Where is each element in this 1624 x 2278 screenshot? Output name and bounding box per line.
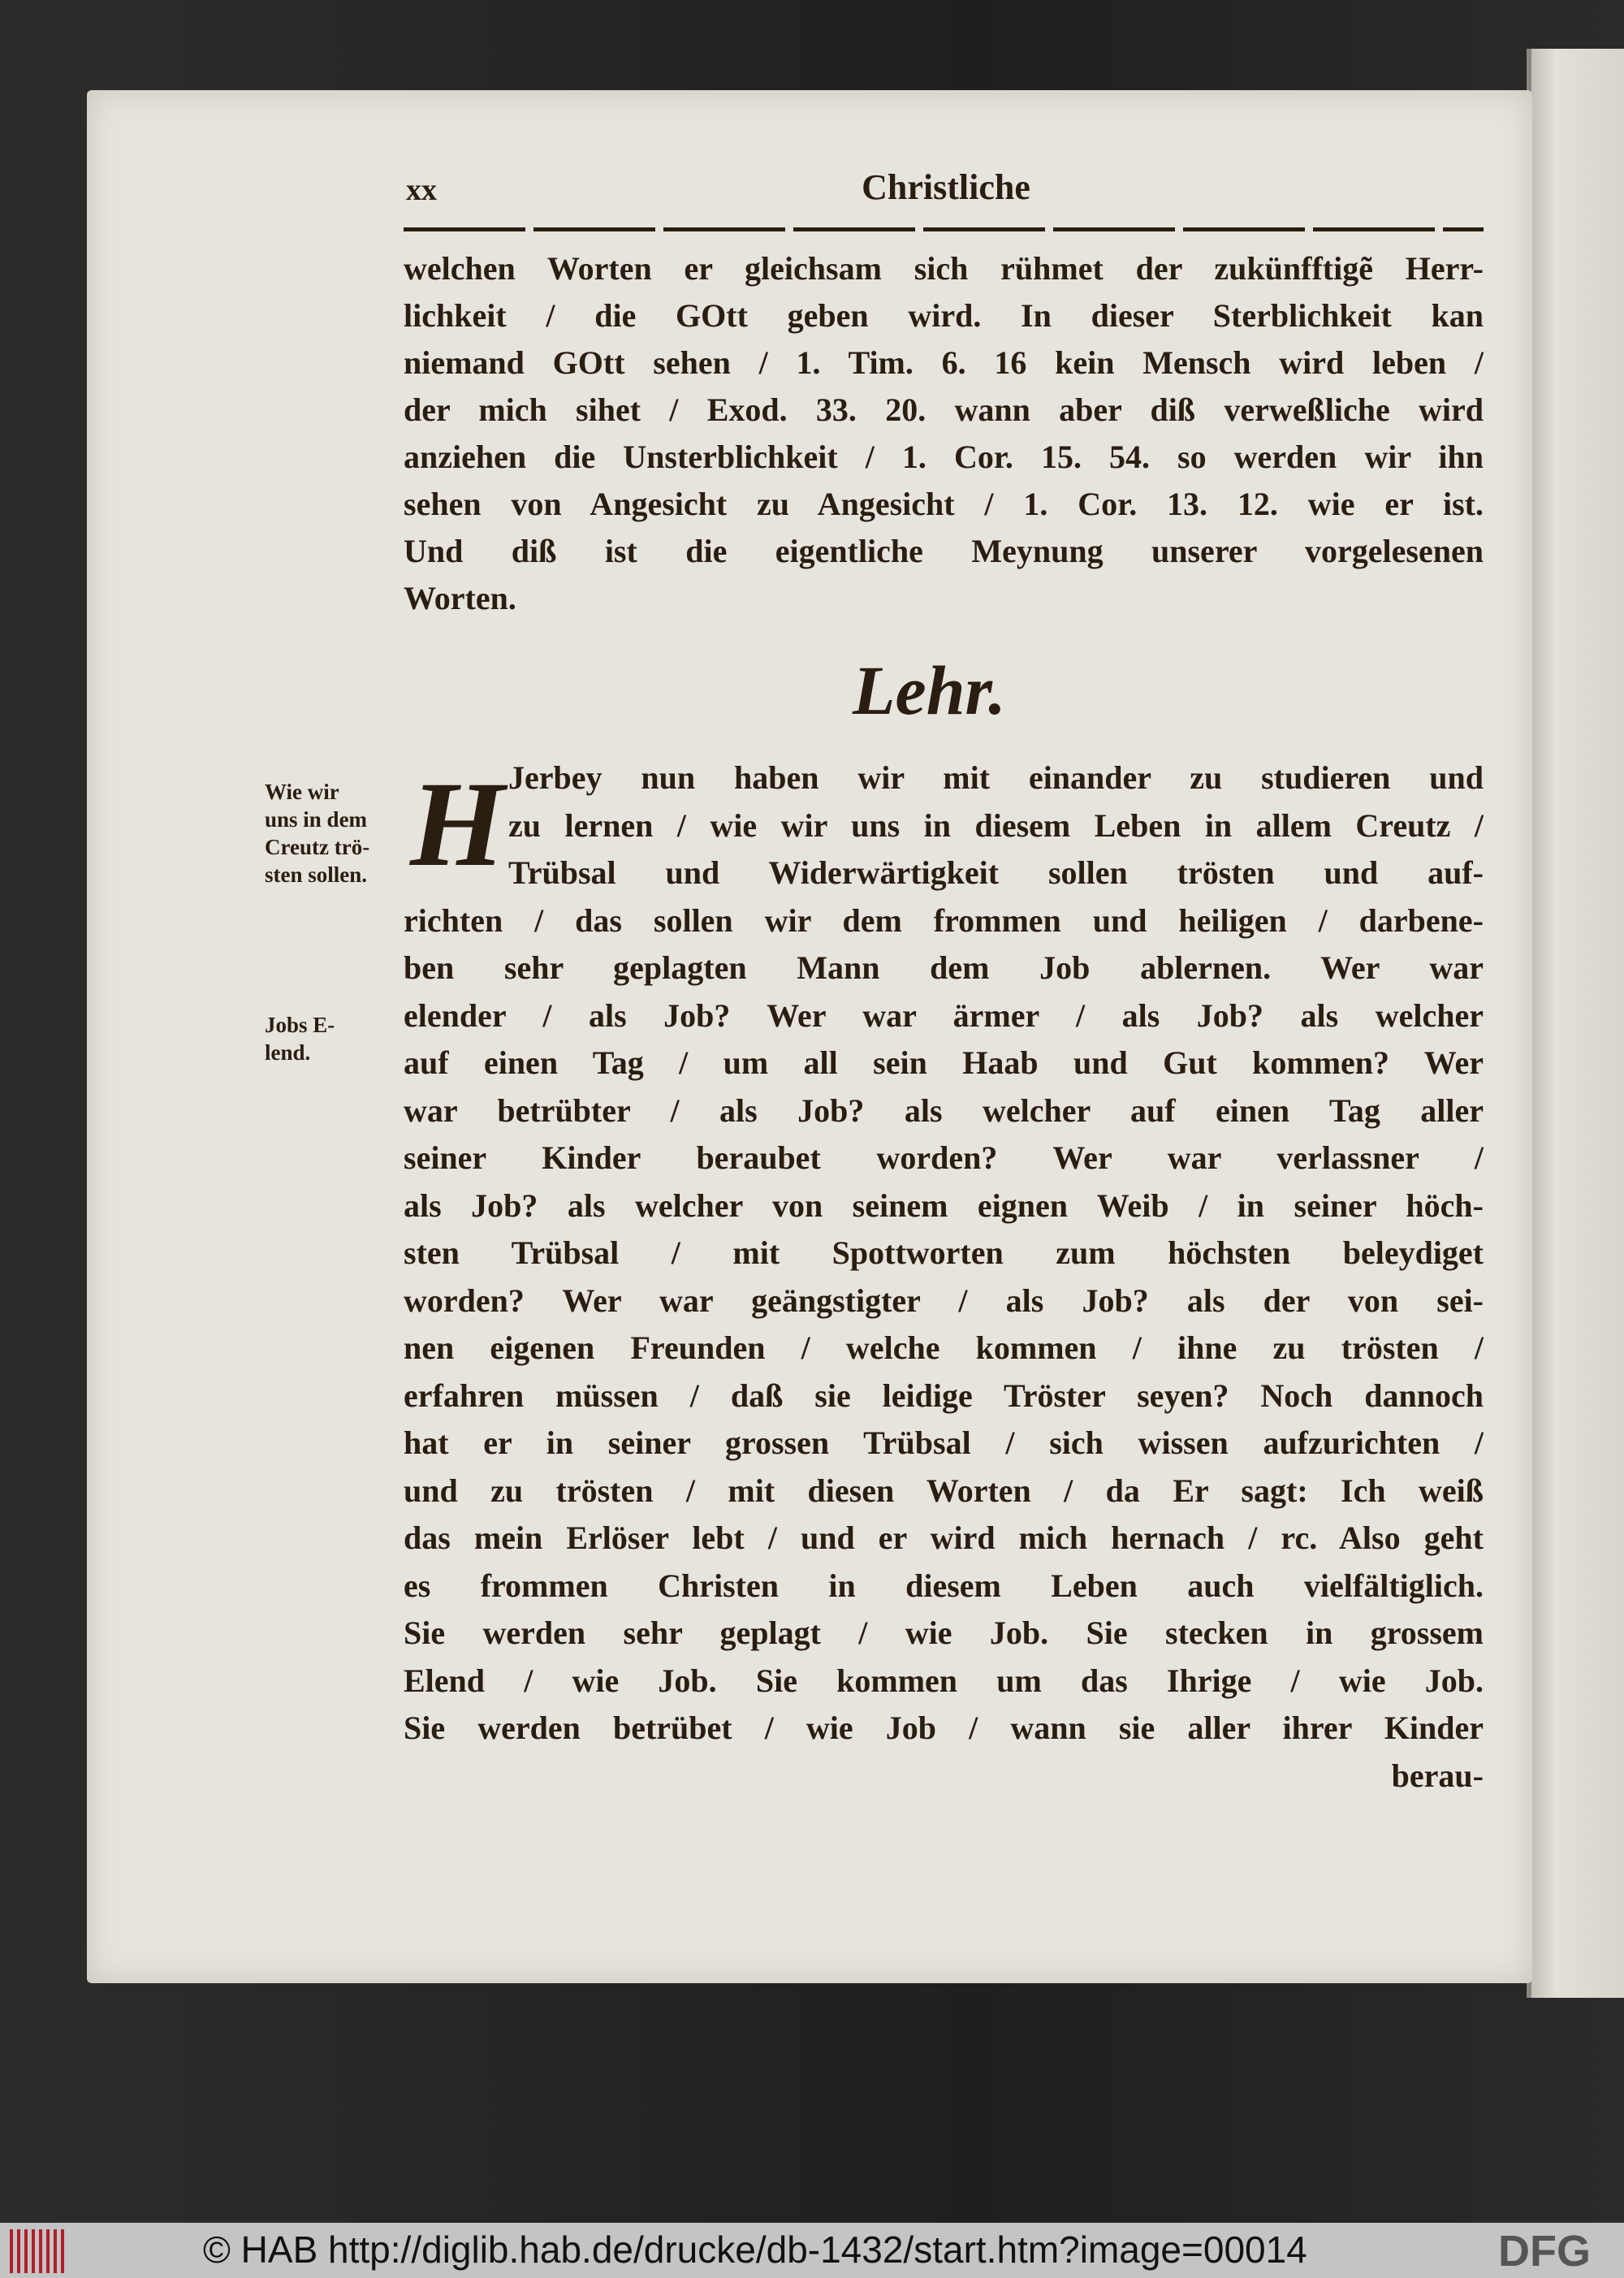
text-line: lichkeit / die GOtt geben wird. In dieser Sterblichkeit kan [404,297,1484,334]
text-line: welchen Worten er gleichsam sich rühmet der zukünfftigẽ Herr- [404,250,1484,287]
text-line: es frommen Christen in diesem Leben auch vielfältiglich. [404,1567,1484,1604]
text-line: Elend / wie Job. Sie kommen um das Ihrige / wie Job. [404,1662,1484,1699]
text-line: war betrübter / als Job? als welcher auf einen Tag aller [404,1091,1484,1129]
margin-note-line: lend. [265,1040,311,1065]
text-line: und zu trösten / mit diesen Worten / da Er sagt: Ich weiß [404,1472,1484,1509]
text-line: seiner Kinder beraubet worden? Wer war verlassner / [404,1139,1484,1176]
text-line: hat er in seiner grossen Trübsal / sich wissen aufzurichten / [404,1424,1484,1461]
next-page-edge [1527,49,1624,1998]
text-line: Sie werden sehr geplagt / wie Job. Sie stecken in grossem [404,1614,1484,1651]
text-line: sten Trübsal / mit Spottworten zum höchsten beleydiget [404,1234,1484,1271]
text-line: sehen von Angesicht zu Angesicht / 1. Cor. 13. 12. wie er ist. [404,486,1484,522]
margin-note-line: sten sollen. [265,862,368,887]
text-line: Trübsal und Widerwärtigkeit sollen trösten und auf- [508,854,1484,891]
text-line: zu lernen / wie wir uns in diesem Leben in allem Creutz / [508,806,1484,844]
text-line: elender / als Job? Wer war ärmer / als Job? als welcher [404,996,1484,1034]
text-line: Jerbey nun haben wir mit einander zu studieren und [508,759,1484,796]
text-line: berau- [1391,1757,1484,1794]
text-line: als Job? als welcher von seinem eignen Weib / in seiner höch- [404,1187,1484,1224]
text-line: richten / das sollen wir dem frommen und heiligen / darbene- [404,901,1484,939]
text-line: Und diß ist die eigentliche Meynung unserer vorgelesenen [404,533,1484,569]
text-line: ben sehr geplagten Mann dem Job ablernen. Wer war [404,949,1484,986]
text-line: erfahren müssen / daß sie leidige Tröster seyen? Noch dannoch [404,1377,1484,1414]
margin-note-line: Jobs E- [265,1013,335,1037]
copyright-url: © HAB http://diglib.hab.de/drucke/db-1432/start.htm?image=00014 [203,2228,1307,2271]
margin-note-line: uns in dem [265,807,368,832]
running-title: Christliche [862,167,1030,207]
page-number: xx [406,173,437,207]
text-line: Sie werden betrübet / wie Job / wann sie aller ihrer Kinder [404,1710,1484,1746]
text-line: auf einen Tag / um all sein Haab und Gut kommen? Wer [404,1044,1484,1081]
text-line: anziehen die Unsterblichkeit / 1. Cor. 15. 54. so werden wir ihn [404,439,1484,475]
header-rule [404,227,1484,231]
drop-cap: H [410,757,505,892]
text-line: das mein Erlöser lebt / und er wird mich hernach / rc. Also geht [404,1519,1484,1556]
section-heading: Lehr. [853,651,1006,729]
text-line: der mich sihet / Exod. 33. 20. wann aber diß verweßliche wird [404,391,1484,428]
text-line: worden? Wer war geängstigter / als Job? als der von sei- [404,1282,1484,1319]
text-line: niemand GOtt sehen / 1. Tim. 6. 16 kein Mensch wird leben / [404,344,1484,381]
text-line: nen eigenen Freunden / welche kommen / ihne zu trösten / [404,1329,1484,1366]
text-line: Worten. [404,580,516,616]
dfg-logo: DFG [1498,2227,1591,2276]
footer-bar [0,2223,1624,2278]
margin-note-line: Creutz trö- [265,835,370,859]
margin-note-line: Wie wir [265,780,339,804]
hab-logo-icon [10,2229,68,2273]
